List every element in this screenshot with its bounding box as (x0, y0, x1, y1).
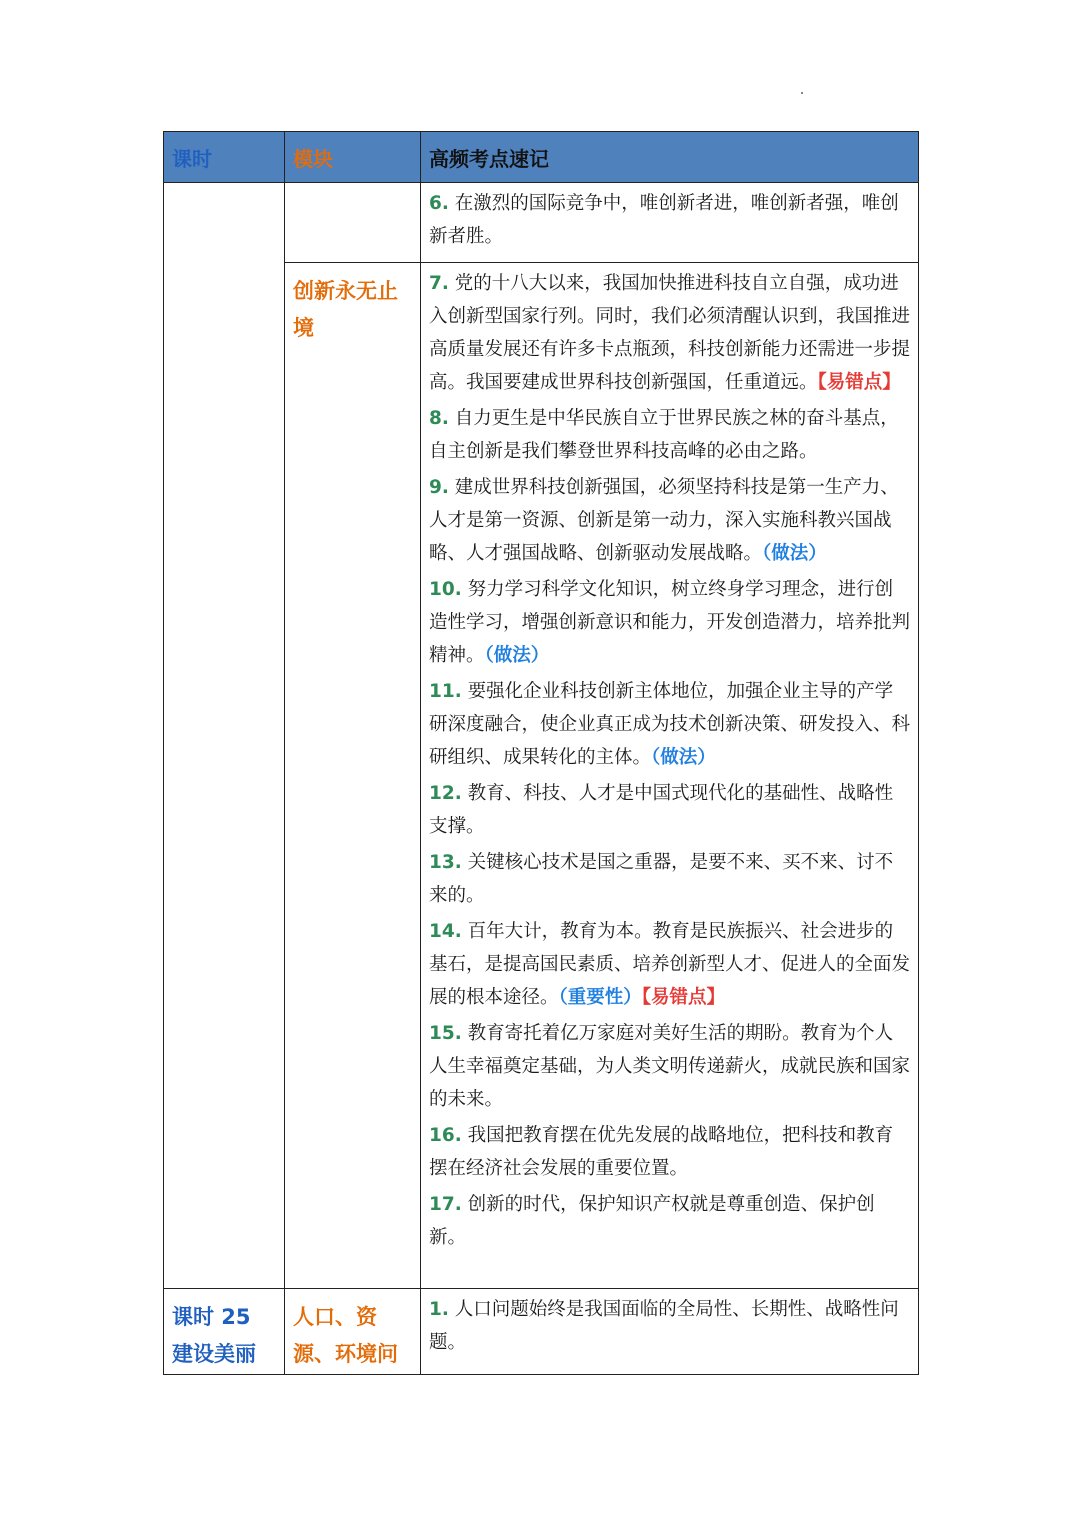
module-name: 创新永无止境 (285, 263, 421, 1289)
point-number: 6. (429, 193, 449, 214)
table-row (164, 183, 919, 263)
point-number: 15. (429, 1023, 462, 1044)
category-tag: （做法） (484, 645, 550, 666)
point-text: 要强化企业科技创新主体地位，加强企业主导的产学研深度融合，使企业真正成为技术创新决策、研发投入、科研组织、成果转化的主体。 (429, 681, 911, 768)
point-text: 自力更生是中华民族自立于世界民族之林的奋斗基点，自主创新是我们攀登世界科技高峰的必由之路。 (429, 408, 899, 462)
table-header-row (164, 132, 919, 183)
point-number: 13. (429, 852, 462, 873)
category-tag: （重要性） (558, 987, 642, 1008)
lesson-name: 课时 25 建设美丽 (164, 1289, 285, 1375)
point-text: 努力学习科学文化知识，树立终身学习理念，进行创造性学习，增强创新意识和能力，开发创造潜力，培养批判精神。 (429, 579, 911, 666)
knowledge-table (163, 131, 919, 1375)
points-list (429, 1293, 910, 1359)
category-tag: （做法） (651, 747, 716, 768)
point-text: 教育寄托着亿万家庭对美好生活的期盼。教育为个人人生幸福奠定基础，为人类文明传递薪火，成就民族和国家的未来。 (429, 1023, 911, 1110)
key-point (429, 402, 910, 468)
lesson-cell-empty (164, 183, 285, 1289)
key-point (429, 915, 910, 1014)
point-text: 在激烈的国际竞争中，唯创新者进，唯创新者强，唯创新者胜。 (429, 193, 899, 247)
point-text: 教育、科技、人才是中国式现代化的基础性、战略性支撑。 (429, 783, 894, 837)
point-number: 8. (429, 408, 449, 429)
point-text: 人口问题始终是我国面临的全局性、长期性、战略性问题。 (429, 1299, 899, 1353)
key-point (429, 1119, 910, 1185)
points-cell (421, 183, 919, 263)
key-point (429, 1293, 910, 1359)
points-cell (421, 1289, 919, 1375)
key-point (429, 187, 910, 253)
key-point (429, 267, 910, 399)
points-list (429, 267, 910, 1254)
key-point (429, 1188, 910, 1254)
header-lesson: 课时 (164, 132, 285, 183)
point-number: 10. (429, 579, 462, 600)
error-prone-tag: 【易错点】 (817, 372, 901, 393)
key-point (429, 846, 910, 912)
point-text: 创新的时代，保护知识产权就是尊重创造、保护创新。 (429, 1194, 875, 1248)
point-number: 11. (429, 681, 462, 702)
points-list (429, 187, 910, 253)
key-point (429, 675, 910, 774)
header-key-points: 高频考点速记 (421, 132, 919, 183)
point-text: 党的十八大以来，我国加快推进科技自立自强，成功进入创新型国家行列。同时，我们必须清醒认识到，我国推进高质量发展还有许多卡点瓶颈，科技创新能力还需进一步提高。我国要建成世界科技创新强国，任重道远。 (429, 273, 911, 393)
page-speck (801, 92, 803, 94)
points-cell (421, 263, 919, 1289)
point-text: 百年大计，教育为本。教育是民族振兴、社会进步的基石，是提高国民素质、培养创新型人才、促进人的全面发展的根本途径。 (429, 921, 911, 1008)
key-point (429, 471, 910, 570)
error-prone-tag: 【易错点】 (641, 987, 726, 1008)
point-number: 9. (429, 477, 449, 498)
point-number: 7. (429, 273, 449, 294)
point-text: 建成世界科技创新强国，必须坚持科技是第一生产力、人才是第一资源、创新是第一动力，深入实施科教兴国战略、人才强国战略、创新驱动发展战略。 (429, 477, 899, 564)
point-text: 我国把教育摆在优先发展的战略地位，把科技和教育摆在经济社会发展的重要位置。 (429, 1125, 894, 1179)
category-tag: （做法） (762, 543, 827, 564)
module-cell-empty (285, 183, 421, 263)
key-point (429, 1017, 910, 1116)
module-name: 人口、资源、环境问 (285, 1289, 421, 1375)
key-point (429, 573, 910, 672)
table-row (164, 1289, 919, 1375)
point-number: 16. (429, 1125, 462, 1146)
point-text: 关键核心技术是国之重器，是要不来、买不来、讨不来的。 (429, 852, 894, 906)
header-module: 模块 (285, 132, 421, 183)
point-number: 1. (429, 1299, 449, 1320)
point-number: 14. (429, 921, 462, 942)
key-point (429, 777, 910, 843)
point-number: 17. (429, 1194, 462, 1215)
point-number: 12. (429, 783, 462, 804)
